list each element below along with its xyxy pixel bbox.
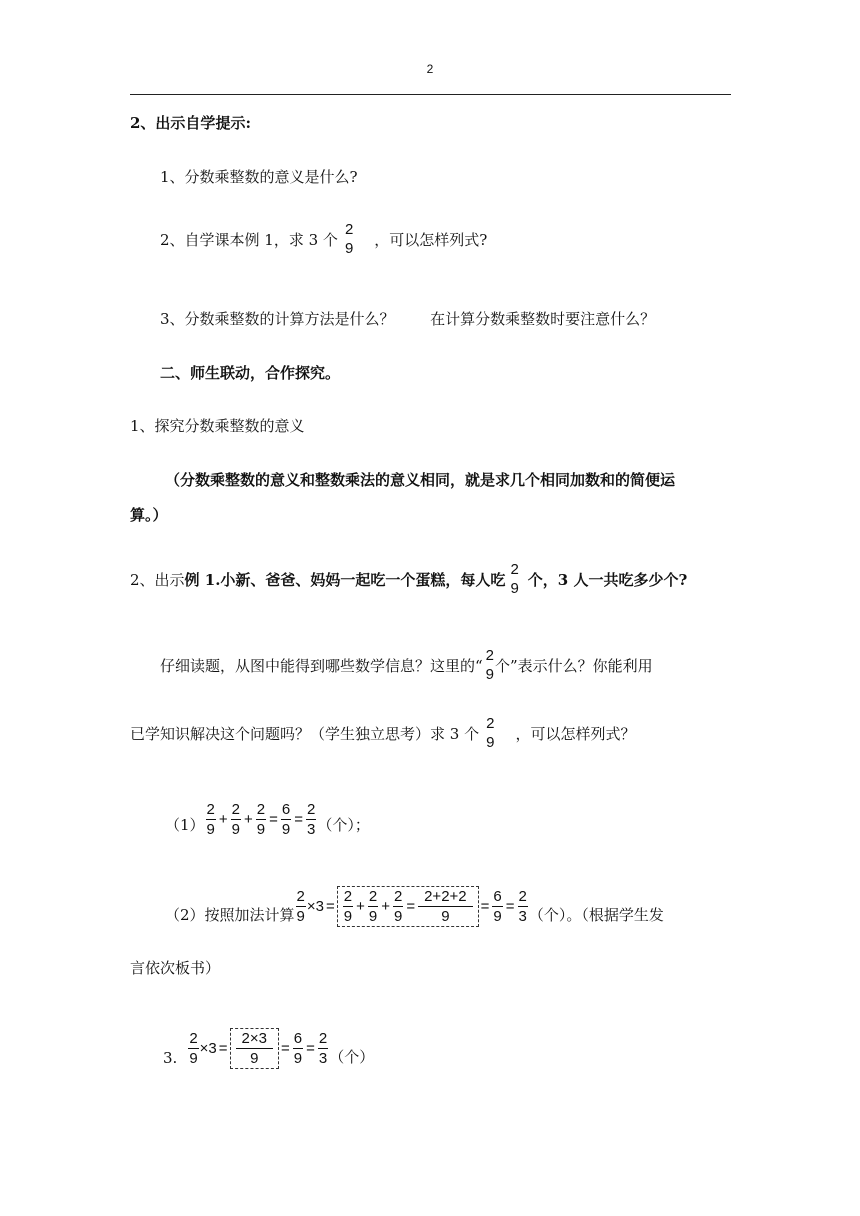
meaning-explanation-line-2: 算。） [130, 506, 168, 524]
explore-meaning-heading: 1、探究分数乘整数的意义 [130, 417, 305, 435]
fraction: $\frac{6}{9}$ [493, 888, 502, 925]
knowledge-line [130, 716, 635, 750]
equation-2-math: $\frac{2}{9}$ ×3 = $\frac{2}{9}$ + $\frac{2}{9}$ + $\frac{2}{9}$ = $\frac{2+2+2}{9}$ = $\frac{6}{9}$ = $\frac{2}{3}$ [296, 888, 527, 925]
fraction: $\frac{2}{9}$ [296, 888, 305, 925]
fraction: $\frac{2}{9}$ [231, 801, 240, 838]
fraction: $\frac{2}{3}$ [306, 801, 316, 838]
question-3 [160, 308, 655, 329]
question-3-part-a: 3、分数乘整数的计算方法是什么？ [160, 310, 395, 328]
read-question-line [160, 648, 653, 682]
page-number: 2 [426, 62, 434, 76]
example-prefix: 2、出示 [130, 570, 185, 589]
fraction: $\frac{6}{9}$ [281, 801, 291, 838]
read-prefix: 仔细读题，从图中能得到哪些数学信息？这里的“ [160, 656, 483, 675]
equation-2-continuation: 言依次板书） [130, 959, 221, 977]
question-2-suffix: ，可以怎样列式? [374, 230, 488, 249]
question-2-prefix: 2、自学课本例 1，求 3 个 [160, 230, 338, 249]
equation-2-label: （2）按照加法计算 [165, 906, 295, 924]
example-question: 个，3 人一共吃多少个? [527, 570, 688, 589]
fraction: $\frac{2}{9}$ [189, 1030, 198, 1067]
read-suffix: 个”表示什么？你能利用 [495, 656, 653, 675]
equation-2-tail: （个）。（根据学生发 [528, 906, 664, 924]
equation-2 [165, 886, 664, 927]
equation-1 [165, 802, 370, 837]
example-text: 例 1.小新、爸爸、妈妈一起吃一个蛋糕，每人吃 [184, 570, 506, 589]
equation-3 [163, 1028, 374, 1069]
fraction: $\frac{2}{3}$ [518, 888, 527, 925]
knowledge-suffix: ，可以怎样列式？ [515, 724, 636, 743]
question-3-part-b: 在计算分数乘整数时要注意什么？ [430, 310, 656, 328]
knowledge-prefix: 已学知识解决这个问题吗？（学生独立思考）求 3 个 [130, 724, 480, 743]
fraction: $\frac{2\times 3}{9}$ [236, 1031, 273, 1066]
multiplication-box [230, 1028, 279, 1069]
header-rule [130, 94, 731, 95]
section-two-heading: 二、师生联动，合作探究。 [160, 364, 341, 382]
fraction: $\frac{2}{9}$ [206, 801, 215, 838]
fraction: $\frac{2}{9}$ [393, 888, 403, 925]
fraction-two-ninths: 2 9 [510, 561, 519, 597]
fraction: $\frac{6}{9}$ [293, 1030, 303, 1067]
fraction-two-ninths: 2 9 [485, 647, 495, 683]
fraction: $\frac{2}{9}$ [368, 888, 378, 925]
equation-1-unit: （个）； [317, 816, 370, 834]
fraction: $\frac{2}{3}$ [318, 1030, 328, 1067]
equation-1-math: $\frac{2}{9}$ + $\frac{2}{9}$ + $\frac{2}{9}$ = $\frac{6}{9}$ = $\frac{2}{3}$ [206, 801, 316, 838]
equation-3-math: $\frac{2}{9}$ ×3 = $\frac{2\times 3}{9}$ = $\frac{6}{9}$ = $\frac{2}{3}$ [189, 1030, 328, 1067]
equation-1-label: （1） [165, 816, 205, 834]
self-study-heading: 2、出示自学提示: [130, 114, 251, 132]
equation-3-unit: （个） [329, 1048, 375, 1066]
addition-box: $\frac{2}{9}$ + $\frac{2}{9}$ + $\frac{2}{9}$ = $\frac{2+2+2}{9}$ [337, 886, 479, 927]
equation-3-label: 3. [163, 1049, 178, 1067]
fraction: $\frac{2+2+2}{9}$ [418, 889, 473, 924]
meaning-explanation-line-1: （分数乘整数的意义和整数乘法的意义相同，就是求几个相同加数和的简便运 [165, 471, 676, 489]
fraction: $\frac{2}{9}$ [343, 888, 353, 925]
fraction-two-ninths: 2 9 [344, 221, 354, 257]
question-2 [160, 222, 487, 256]
question-1: 1、分数乘整数的意义是什么? [160, 168, 358, 186]
fraction-two-ninths: 2 9 [486, 715, 495, 751]
fraction: $\frac{2}{9}$ [256, 801, 266, 838]
example-1 [130, 562, 687, 596]
